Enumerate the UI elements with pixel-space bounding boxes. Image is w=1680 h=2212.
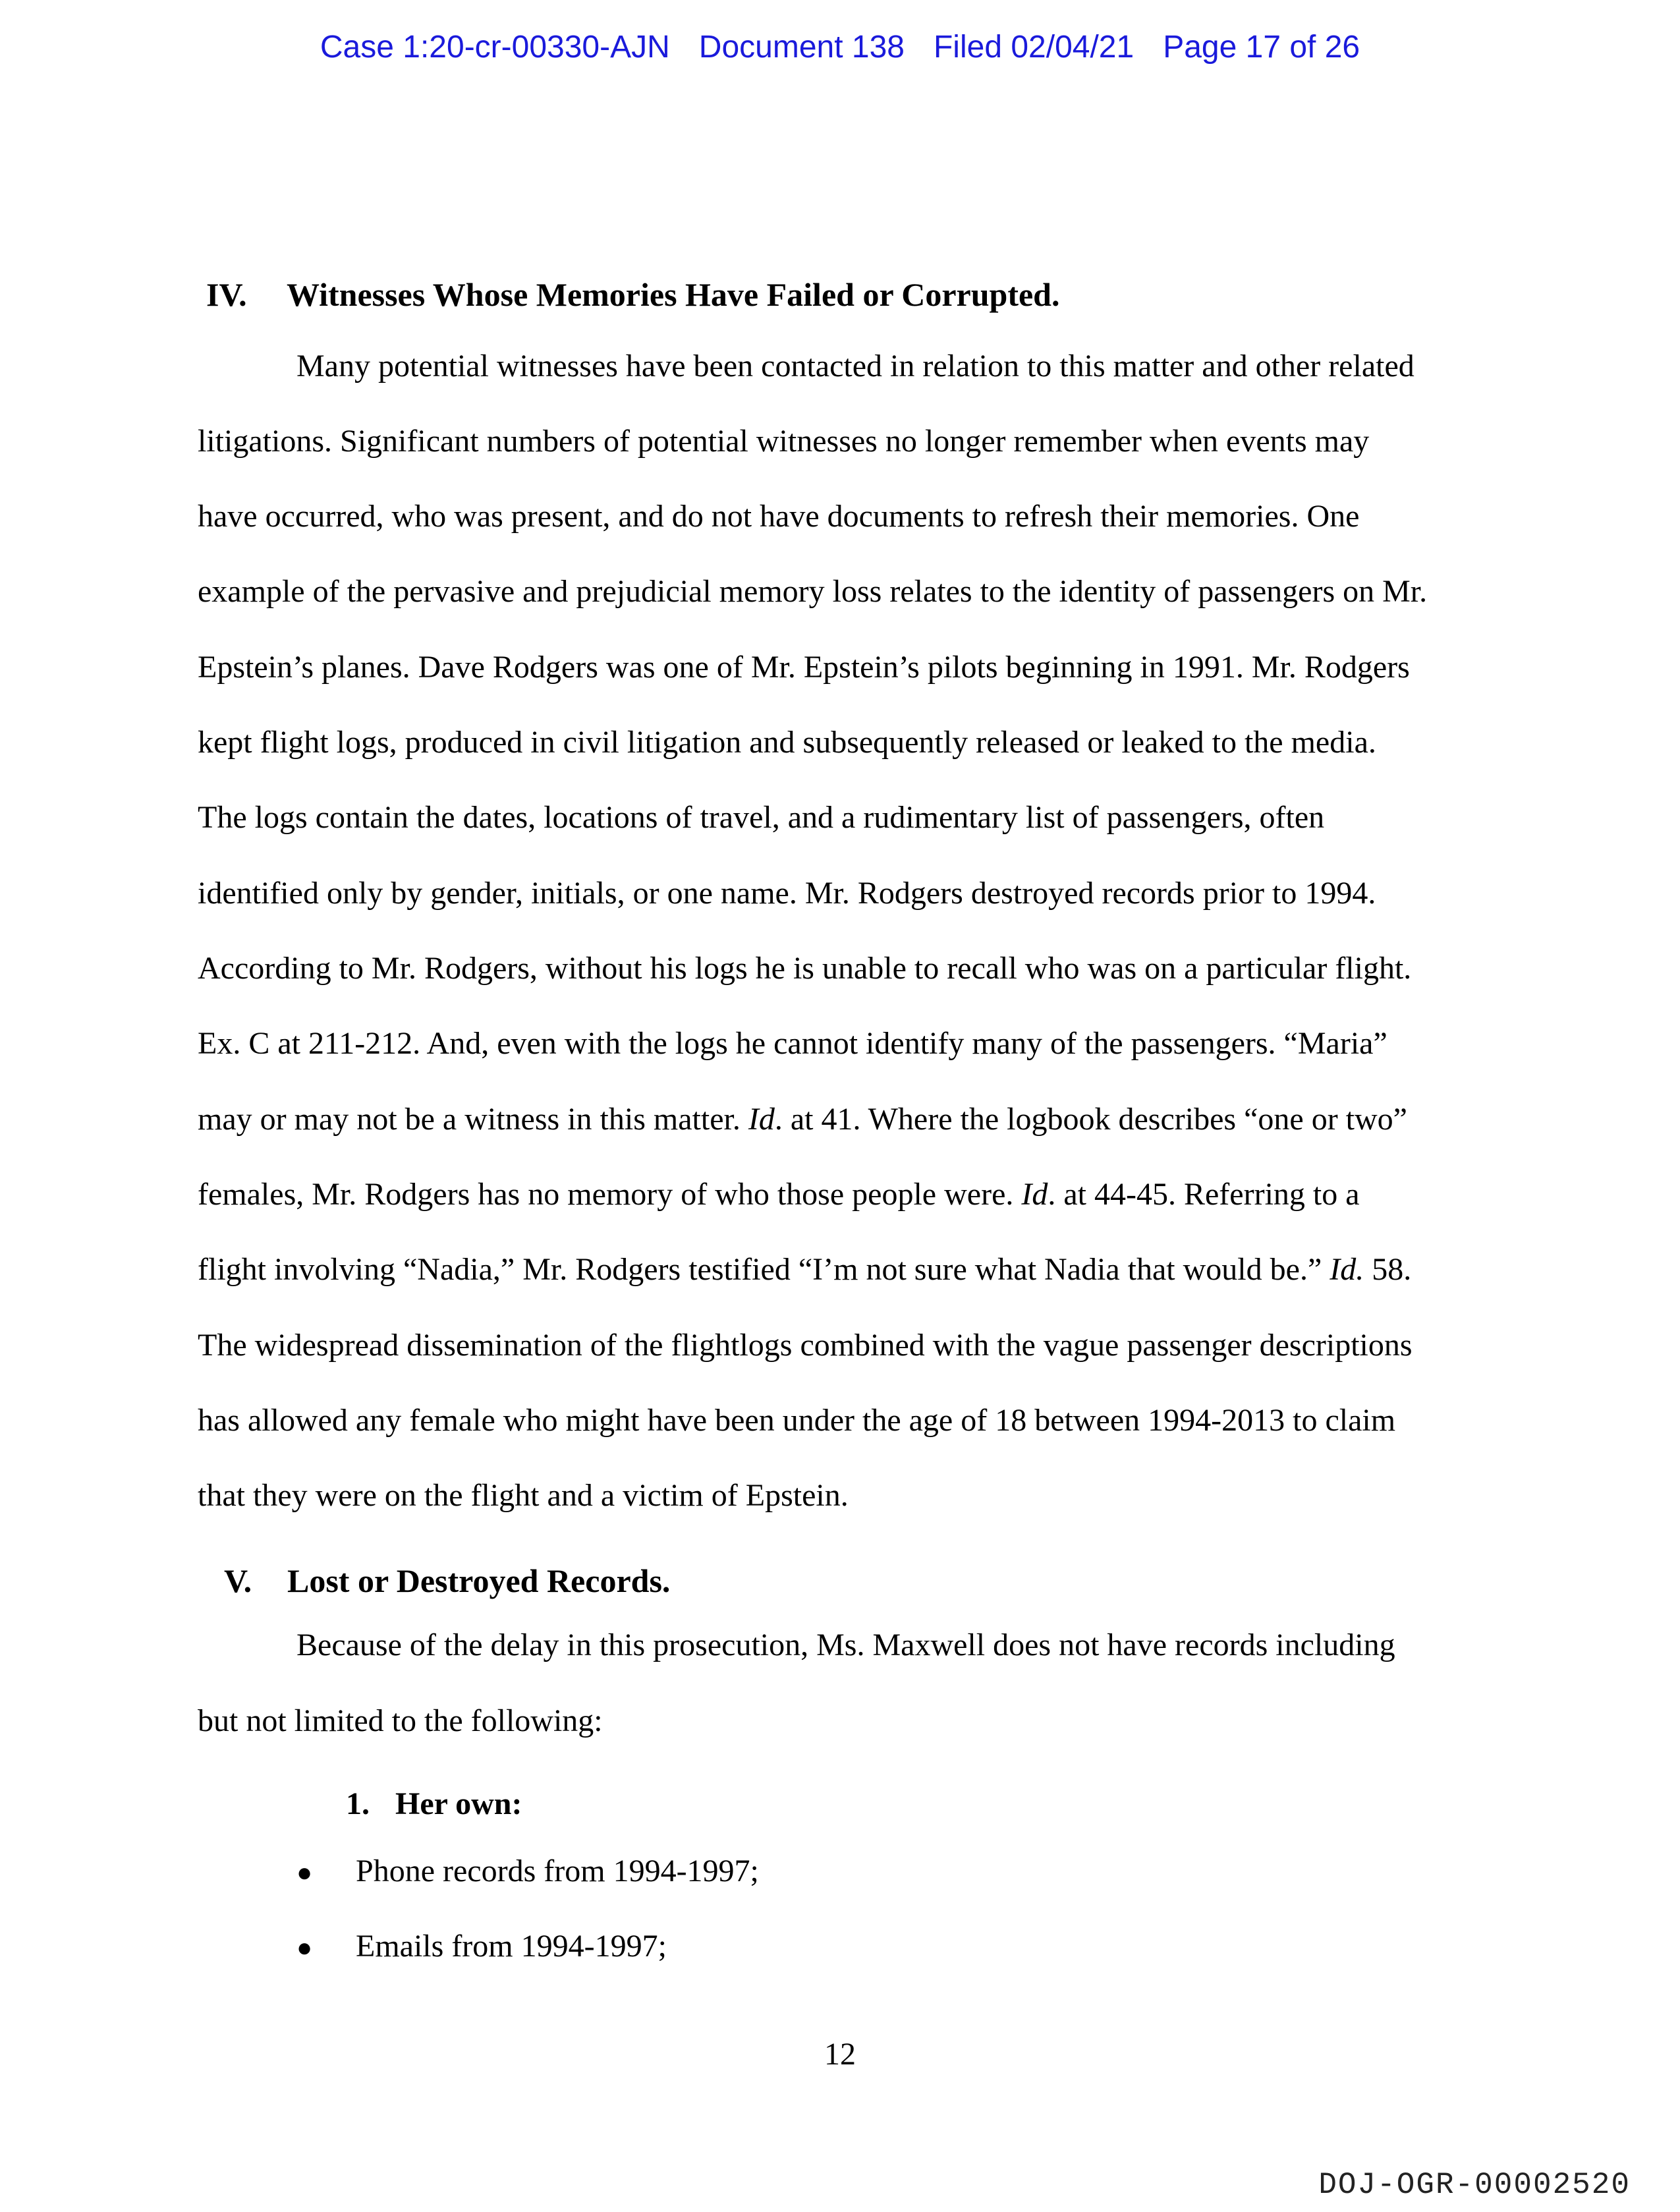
text-run: . at 44-45. Referring to a: [1048, 1177, 1360, 1212]
bullet-icon: ●: [296, 1858, 313, 1887]
paragraph-line: The logs contain the dates, locations of travel, and a rudimentary list of passengers, often: [198, 800, 1325, 835]
section-number: V.: [224, 1562, 252, 1599]
subheading-her-own: [346, 1786, 522, 1822]
page-count: Page 17 of 26: [1163, 30, 1360, 65]
paragraph-line: [198, 1176, 1360, 1212]
paragraph-line: Many potential witnesses have been contacted in relation to this matter and other related: [296, 349, 1414, 383]
subheading-number: 1.: [346, 1786, 370, 1821]
list-item-text: Phone records from 1994-1997;: [356, 1854, 759, 1888]
text-run: flight involving “Nadia,” Mr. Rodgers testified “I’m not sure what Nadia that would be.”: [198, 1252, 1330, 1287]
subheading-title: Her own:: [395, 1786, 522, 1821]
paragraph-line: litigations. Significant numbers of potential witnesses no longer remember when events may: [198, 424, 1370, 459]
paragraph-line: [198, 1251, 1411, 1288]
text-run: . at 41. Where the logbook describes “one or two”: [774, 1102, 1407, 1137]
paragraph-line: [198, 1101, 1407, 1137]
section-number: IV.: [206, 276, 247, 313]
bullet-icon: ●: [296, 1933, 313, 1962]
paragraph-line: Because of the delay in this prosecution, Ms. Maxwell does not have records including: [296, 1628, 1395, 1662]
page-number: 12: [824, 2037, 856, 2072]
paragraph-line: have occurred, who was present, and do not have documents to refresh their memories. One: [198, 499, 1360, 534]
bates-number: DOJ-OGR-00002520: [1318, 2168, 1631, 2202]
case-number: Case 1:20-cr-00330-AJN: [320, 30, 670, 65]
text-run: may or may not be a witness in this matter.: [198, 1102, 748, 1137]
citation-id: Id.: [1330, 1252, 1364, 1287]
filed-date: Filed 02/04/21: [933, 30, 1134, 65]
paragraph-line: The widespread dissemination of the flightlogs combined with the vague passenger descriptions: [198, 1328, 1413, 1363]
document-number: Document 138: [698, 30, 905, 65]
list-item: [296, 1928, 667, 1964]
paragraph-line: but not limited to the following:: [198, 1703, 603, 1738]
paragraph-line: Epstein’s planes. Dave Rodgers was one of Mr. Epstein’s pilots beginning in 1991. Mr. Rodgers: [198, 650, 1410, 685]
paragraph-line: According to Mr. Rodgers, without his logs he is unable to recall who was on a particular flight.: [198, 951, 1412, 986]
paragraph-line: has allowed any female who might have been under the age of 18 between 1994-2013 to claim: [198, 1403, 1396, 1438]
paragraph-line: kept flight logs, produced in civil litigation and subsequently released or leaked to the media.: [198, 725, 1376, 760]
text-run: 58.: [1364, 1252, 1412, 1287]
paragraph-line: Ex. C at 211-212. And, even with the logs he cannot identify many of the passengers. “Maria”: [198, 1026, 1387, 1061]
citation-id: Id: [748, 1102, 775, 1137]
case-header-stamp: [0, 29, 1680, 65]
section-v-heading: [224, 1562, 670, 1600]
paragraph-line: identified only by gender, initials, or one name. Mr. Rodgers destroyed records prior to 1994.: [198, 876, 1376, 911]
text-run: females, Mr. Rodgers has no memory of who those people were.: [198, 1177, 1022, 1212]
list-item: [296, 1853, 759, 1889]
section-iv-heading: [206, 275, 1060, 314]
section-title: Lost or Destroyed Records.: [287, 1562, 671, 1599]
citation-id: Id: [1021, 1177, 1048, 1212]
paragraph-line: example of the pervasive and prejudicial memory loss relates to the identity of passengers on Mr.: [198, 574, 1428, 609]
list-item-text: Emails from 1994-1997;: [356, 1929, 667, 1964]
paragraph-line: that they were on the flight and a victim of Epstein.: [198, 1478, 849, 1513]
section-title: Witnesses Whose Memories Have Failed or Corrupted.: [287, 276, 1060, 313]
